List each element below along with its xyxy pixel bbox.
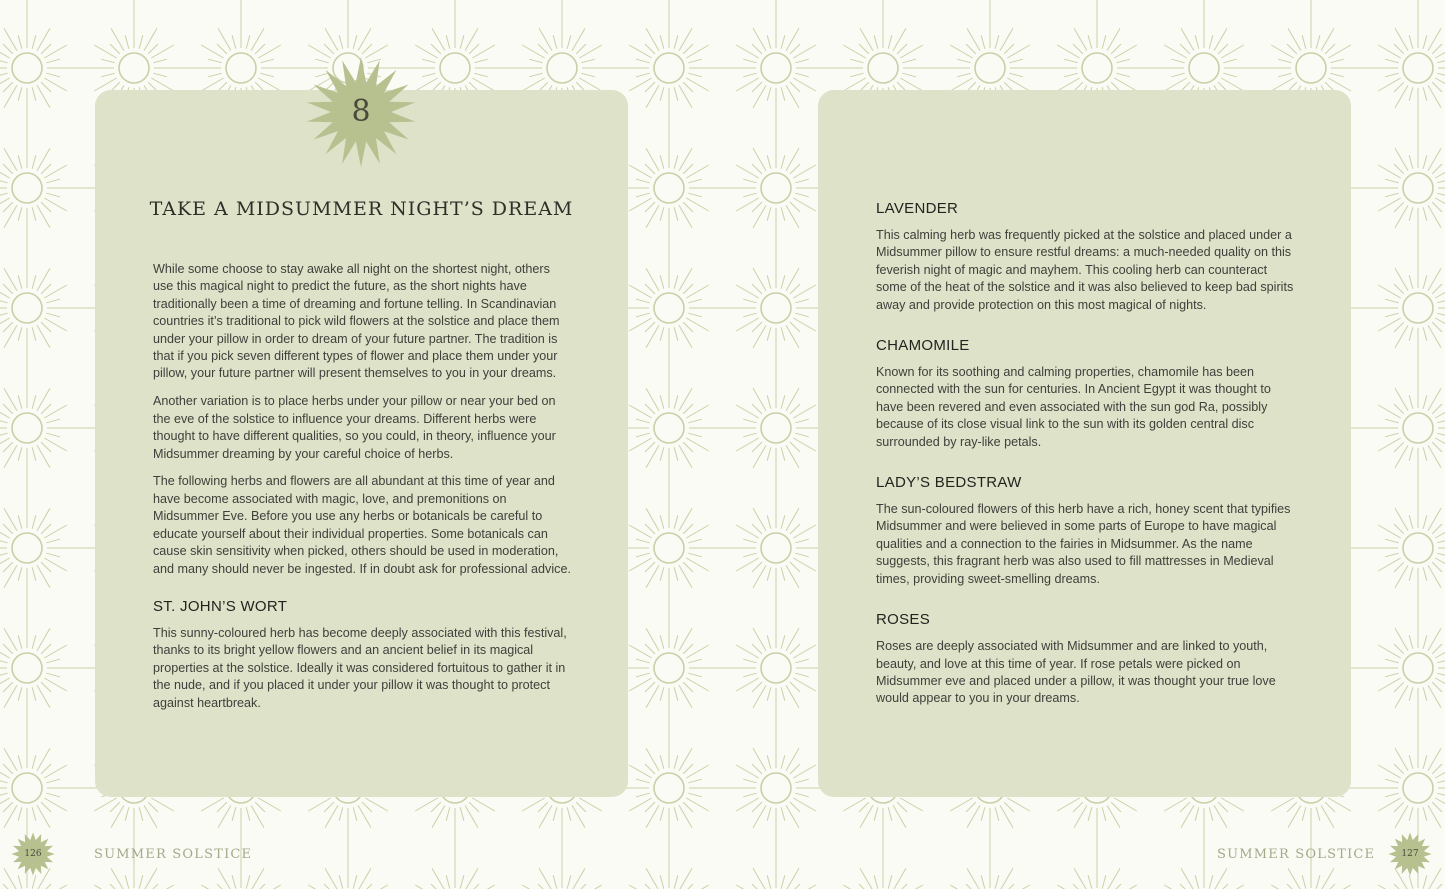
section-text: This sunny-coloured herb has become deeply associated with this festival, thanks to its bright yellow flowers and an ancient belief in its magical properties at the solstice. Ideally it was considered fortuitous to gather it in the nude, and if you placed it under your pillow it was thought to protect against heartbreak. — [153, 625, 567, 710]
herb-section — [876, 610, 1296, 708]
sun-motif — [1372, 622, 1445, 742]
sun-motif — [1372, 502, 1445, 622]
sun-motif — [1265, 862, 1372, 889]
sun-motif — [837, 0, 944, 22]
sun-motif — [944, 0, 1051, 22]
running-footer-left: SUMMER SOLSTICE — [94, 847, 253, 862]
section-heading: ST. JOHN’S WORT — [153, 597, 288, 615]
page-number-right: 127 — [1401, 849, 1419, 859]
sun-motif — [944, 862, 1051, 889]
sun-motif — [0, 622, 88, 742]
sun-motif — [1051, 862, 1158, 889]
section-heading: LAVENDER — [876, 200, 959, 217]
sun-motif — [1372, 262, 1445, 382]
sun-motif — [623, 742, 730, 862]
sun-motif — [195, 0, 302, 22]
sun-motif — [1158, 862, 1265, 889]
sun-motif — [88, 0, 195, 22]
chapter-number: 8 — [351, 94, 371, 129]
sun-motif — [623, 862, 730, 889]
sun-motif — [623, 262, 730, 382]
left-page-body — [153, 261, 573, 722]
sun-motif — [730, 862, 837, 889]
chapter-number-badge — [305, 56, 417, 168]
sun-motif — [409, 0, 516, 22]
sun-motif — [1372, 382, 1445, 502]
sun-motif — [302, 862, 409, 889]
page-number-left: 126 — [24, 849, 42, 859]
sun-motif — [0, 262, 88, 382]
page-number-badge-right — [1388, 832, 1432, 876]
intro-paragraph: The following herbs and flowers are all abundant at this time of year and have become associated with magic, love, and premonitions on Midsummer Eve. Before you use any herbs or botanicals be careful to educate yourself about their individual properties. Some botanicals can cause skin sensitivity when picked, others should be used in moderation, and many should never be ingested. If in doubt ask for professional advice. — [153, 474, 571, 576]
sun-motif — [0, 382, 88, 502]
sun-motif — [195, 862, 302, 889]
sun-motif — [302, 0, 409, 22]
section-heading: ROSES — [876, 611, 931, 629]
sun-motif — [623, 22, 730, 142]
sun-motif — [1372, 22, 1445, 142]
herb-section — [876, 199, 1296, 314]
sun-motif — [516, 0, 623, 22]
sun-motif — [0, 502, 88, 622]
sun-motif — [623, 622, 730, 742]
section-text: This calming herb was frequently picked at the solstice and placed under a Midsummer pillow to ensure restful dreams: a much-needed quality on this feverish night of magic and mayhem. This cooling herb can counteract some of the heat of the solstice and it was also believed to keep bad spirits away and provide protection on this most magical of nights. — [876, 228, 1294, 312]
sun-motif — [409, 862, 516, 889]
sun-motif — [1372, 0, 1445, 22]
sun-motif — [1158, 0, 1265, 22]
section-heading: LADY’S BEDSTRAW — [876, 474, 1022, 492]
section-text: Roses are deeply associated with Midsummer and are linked to youth, beauty, and love at this time of year. If rose petals were picked on Midsummer eve and placed under a pillow, it was thought your true love would appear to you in your dreams. — [876, 639, 1276, 706]
herb-section — [876, 473, 1296, 588]
running-footer-right: SUMMER SOLSTICE — [1217, 847, 1376, 862]
intro-paragraph: Another variation is to place herbs under your pillow or near your bed on the eve of the solstice to influence your dreams. Different herbs were thought to have different qualities, so you could, in theory, influence your Midsummer dreaming by your careful choice of herbs. — [153, 394, 556, 461]
sun-motif — [0, 142, 88, 262]
page-number-badge-left — [11, 832, 55, 876]
chapter-title: TAKE A MIDSUMMER NIGHT’S DREAM — [149, 198, 574, 220]
sun-motif — [837, 862, 944, 889]
section-heading: CHAMOMILE — [876, 337, 970, 355]
sun-motif — [730, 0, 837, 22]
section-text: Known for its soothing and calming properties, chamomile has been connected with the sun for centuries. In Ancient Egypt it was thought to have been revered and even associated with the sun god Ra, possibly because of its close visual link to the sun with its golden central disc surrounded by ray-like petals. — [876, 365, 1271, 449]
sun-motif — [1372, 142, 1445, 262]
sun-motif — [516, 862, 623, 889]
sun-motif — [88, 862, 195, 889]
sun-motif — [623, 502, 730, 622]
sun-motif — [0, 0, 88, 22]
herb-section — [876, 336, 1296, 451]
sun-motif — [1051, 0, 1158, 22]
sun-motif — [1265, 0, 1372, 22]
section-text: The sun-coloured flowers of this herb have a rich, honey scent that typifies Midsummer and were believed in some parts of Europe to have magical qualities and a connection to the fairies in Midsummer. As the name suggests, this fragrant herb was also used to fill mattresses in Medieval times, providing sweet-smelling dreams. — [876, 502, 1291, 586]
sun-motif — [0, 22, 88, 142]
sun-motif — [623, 382, 730, 502]
sun-motif — [623, 0, 730, 22]
intro-paragraph: While some choose to stay awake all night on the shortest night, others use this magical night to predict the future, as the short nights have traditionally been a time of dreaming and fortune telling. In Scandinavian countries it’s traditional to pick wild flowers at the solstice and place them under your pillow in order to dream of your future partner. The tradition is that if you pick seven different types of flower and place them under your pillow, your future partner will present themselves to you in your dreams. — [153, 262, 560, 381]
right-page-body — [876, 199, 1296, 730]
sun-motif — [623, 142, 730, 262]
